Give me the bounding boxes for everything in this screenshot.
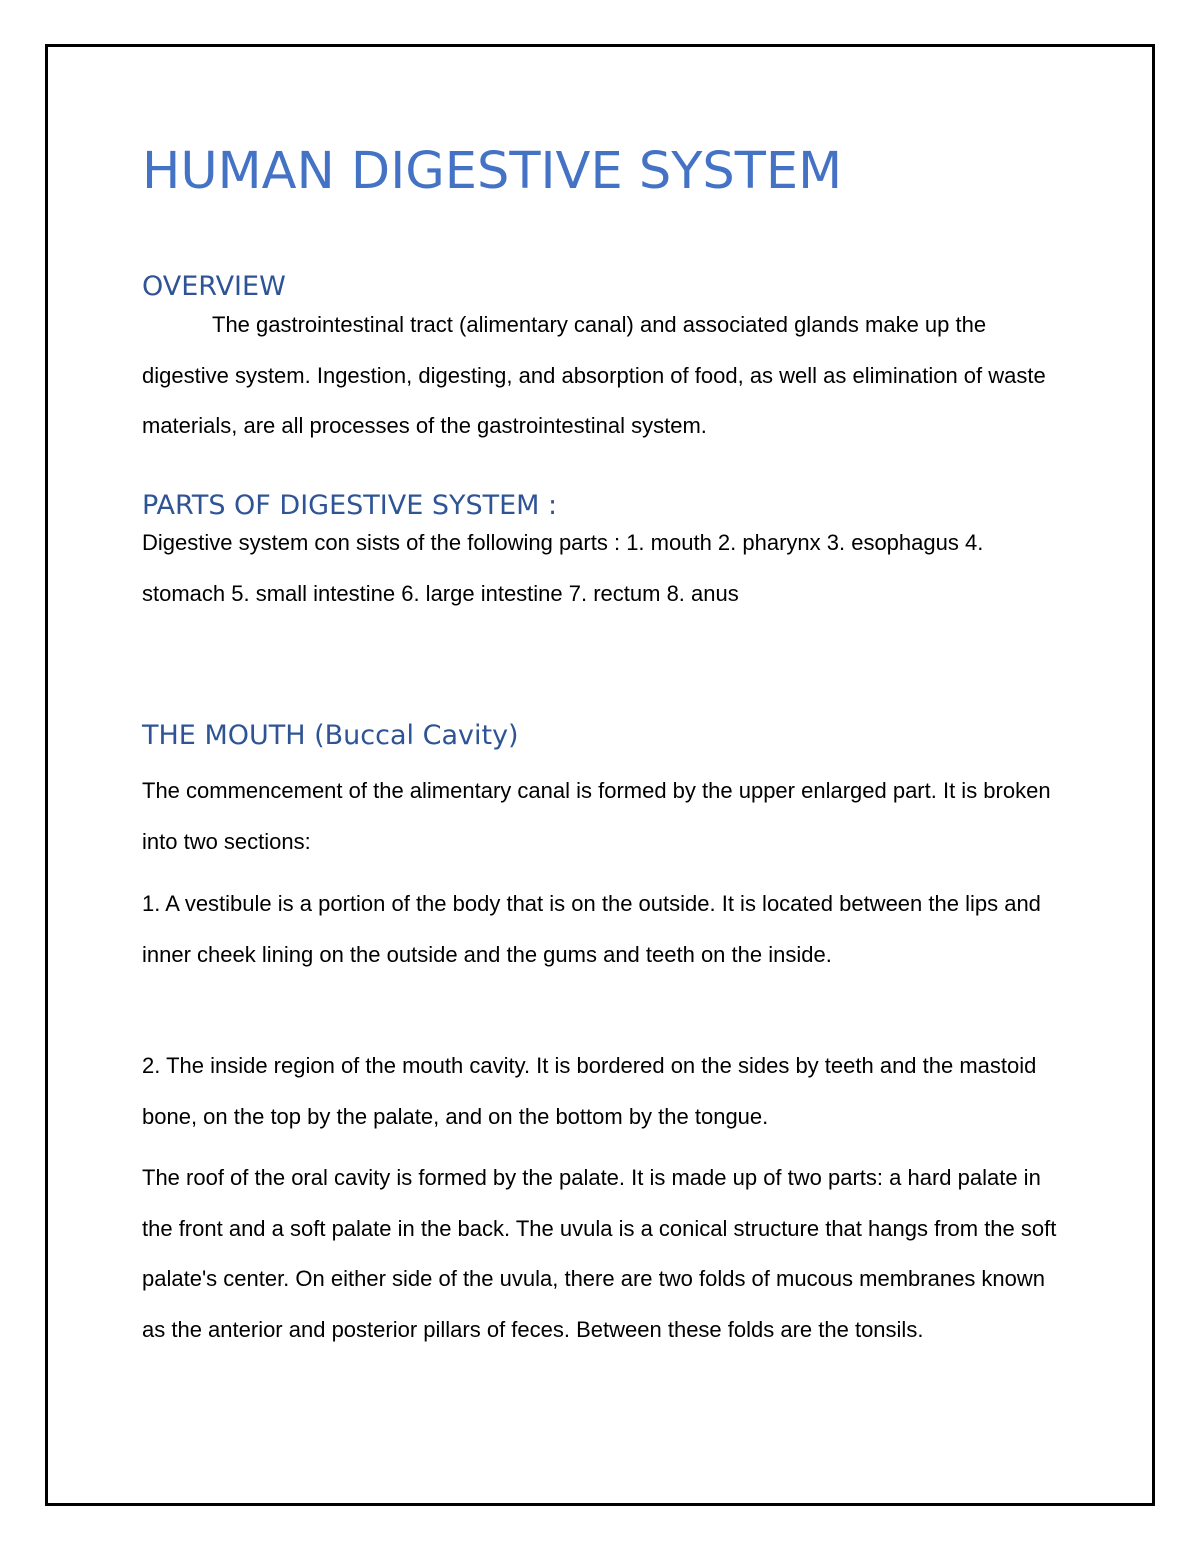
parts-paragraph: Digestive system con sists of the following parts : 1. mouth 2. pharynx 3. esophagus 4. stomach 5. small intestine 6. large intestine 7. rectum 8. anus (142, 530, 984, 606)
document-title: HUMAN DIGESTIVE SYSTEM (142, 142, 843, 201)
overview-paragraph: The gastrointestinal tract (alimentary canal) and associated glands make up the digestive system. Ingestion, digesting, and absorption of food, as well as elimination of waste materials, are all processes of the gastrointestinal system. (142, 312, 1046, 438)
mouth-paragraph-inner-region: 2. The inside region of the mouth cavity. It is bordered on the sides by teeth and the mastoid bone, on the top by the palate, and on the bottom by the tongue. (142, 1053, 1037, 1129)
mouth-paragraph-palate: The roof of the oral cavity is formed by the palate. It is made up of two parts: a hard palate in the front and a soft palate in the back. The uvula is a conical structure that hangs from the soft palate's center. On either side of the uvula, there are two folds of mucous membranes known as the anterior and posterior pillars of feces. Between these folds are the tonsils. (142, 1165, 1057, 1342)
overview-heading: OVERVIEW (142, 271, 286, 302)
parts-heading: PARTS OF DIGESTIVE SYSTEM : (142, 490, 558, 521)
mouth-paragraph-vestibule: 1. A vestibule is a portion of the body that is on the outside. It is located between the lips and inner cheek lining on the outside and the gums and teeth on the inside. (142, 891, 1041, 967)
mouth-paragraph-intro: The commencement of the alimentary canal is formed by the upper enlarged part. It is broken into two sections: (142, 778, 1051, 854)
mouth-heading: THE MOUTH (Buccal Cavity) (142, 720, 519, 751)
